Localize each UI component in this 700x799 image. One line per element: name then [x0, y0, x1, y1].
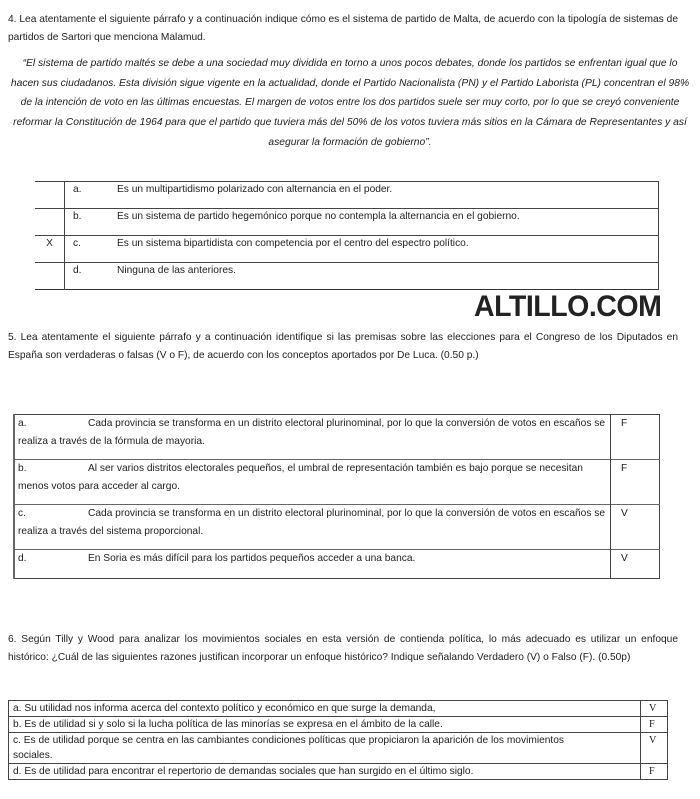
option-text: Al ser varios distritos electorales pequeños, el umbral de representación también es bajo porque se necesitan menos votos para acceder al cargo.	[18, 463, 583, 492]
option-row	[14, 460, 660, 505]
option-letter: d.	[65, 263, 118, 290]
answer-cell[interactable]: V	[611, 505, 660, 550]
option-mark[interactable]: X	[35, 236, 65, 263]
question-5-prompt: 5. Lea atentamente el siguiente párrafo y a continuación identifique si las premisas sobre las elecciones para el Congreso de los Diputados en España son verdaderas o falsas (V o F), de acuerdo con los conceptos aportados por De Luca. (0.50 p.)	[8, 332, 678, 361]
option-text: d. Es de utilidad para encontrar el repertorio de demandas sociales que han surgido en el último siglo.	[9, 764, 641, 780]
option-row	[9, 764, 668, 780]
option-mark[interactable]	[35, 209, 65, 236]
question-4-prompt: 4. Lea atentamente el siguiente párrafo y a continuación indique cómo es el sistema de partido de Malta, de acuerdo con la tipología de sistemas de partidos de Sartori que menciona Malamud.	[8, 14, 678, 43]
option-text: a. Su utilidad nos informa acerca del contexto político y económico en que surge la demanda,	[9, 701, 641, 717]
answer-cell[interactable]: F	[641, 717, 668, 733]
option-text-cell	[14, 505, 611, 550]
option-row	[14, 505, 660, 550]
question-4-options-table	[35, 181, 659, 290]
option-letter: b.	[65, 209, 118, 236]
option-row	[9, 701, 668, 717]
option-letter: a.	[65, 182, 118, 209]
question-6-options-table	[8, 700, 668, 780]
option-text-cell	[14, 550, 611, 579]
altillo-watermark-logo: ALTILLO.COM	[474, 290, 662, 323]
question-4-quote: “El sistema de partido maltés se debe a una sociedad muy dividida en torno a unos pocos debates, donde los partidos se enfrentan igual que lo hacen sus ciudadanos. Esta división sigue vigente en la actualidad, donde el Partido Nacionalista (PN) y el Partido Laborista (PL) concentran el 98% de la intención de voto en las últimas encuestas. El margen de votos entre los dos partidos suele ser muy corto, por lo que se creyó conveniente reformar la Constitución de 1964 para que el partido que tuviera más del 50% de los votos tuviera más sitios en la Cámara de Representantes y así asegurar la formación de gobierno”.	[10, 58, 690, 148]
option-letter: d.	[18, 553, 27, 564]
answer-cell[interactable]: F	[611, 415, 660, 460]
option-letter: c.	[65, 236, 118, 263]
option-text: Ninguna de las anteriores.	[117, 263, 659, 290]
option-letter: c.	[18, 508, 26, 519]
question-6-prompt: 6. Según Tilly y Wood para analizar los movimientos sociales en esta versión de contienda política, lo más adecuado es utilizar un enfoque histórico: ¿Cuál de las siguientes razones justifican incorporar un enfoque histórico? Indique señalando Verdadero (V) o Falso (F). (0.50p)	[8, 634, 678, 663]
answer-cell[interactable]: V	[641, 701, 668, 717]
answer-cell[interactable]: F	[641, 764, 668, 780]
question-5-options-table	[13, 414, 660, 579]
option-row	[9, 733, 668, 764]
option-mark[interactable]	[35, 263, 65, 290]
option-text: En Soria es más difícil para los partidos pequeños acceder a una banca.	[88, 553, 416, 564]
option-text: b. Es de utilidad si y solo si la lucha política de las minorías se expresa en el ámbito de la calle.	[9, 717, 641, 733]
option-row[interactable]	[35, 209, 659, 236]
option-text-cell	[14, 460, 611, 505]
option-text: Es un sistema de partido hegemónico porque no contempla la alternancia en el gobierno.	[117, 209, 659, 236]
answer-cell[interactable]: V	[611, 550, 660, 579]
answer-cell[interactable]: F	[611, 460, 660, 505]
option-letter: b.	[18, 463, 27, 474]
option-text: Cada provincia se transforma en un distrito electoral plurinominal, por lo que la conversión de votos en escaños se realiza a través del sistema proporcional.	[18, 508, 606, 537]
option-mark[interactable]	[35, 182, 65, 209]
answer-cell[interactable]: V	[641, 733, 668, 764]
option-text: c. Es de utilidad porque se centra en las cambiantes condiciones políticas que propiciaron la aparición de los movimientos sociales.	[9, 733, 641, 764]
option-row[interactable]	[35, 182, 659, 209]
option-row	[14, 415, 660, 460]
option-text: Es un sistema bipartidista con competencia por el centro del espectro político.	[117, 236, 659, 263]
option-text-cell	[14, 415, 611, 460]
option-row[interactable]	[35, 263, 659, 290]
option-row[interactable]	[35, 236, 659, 263]
option-letter: a.	[18, 418, 27, 429]
option-text: Es un multipartidismo polarizado con alternancia en el poder.	[117, 182, 659, 209]
option-text: Cada provincia se transforma en un distrito electoral plurinominal, por lo que la conversión de votos en escaños se realiza a través de la fórmula de mayoria.	[18, 418, 606, 447]
option-row	[9, 717, 668, 733]
option-row	[14, 550, 660, 579]
